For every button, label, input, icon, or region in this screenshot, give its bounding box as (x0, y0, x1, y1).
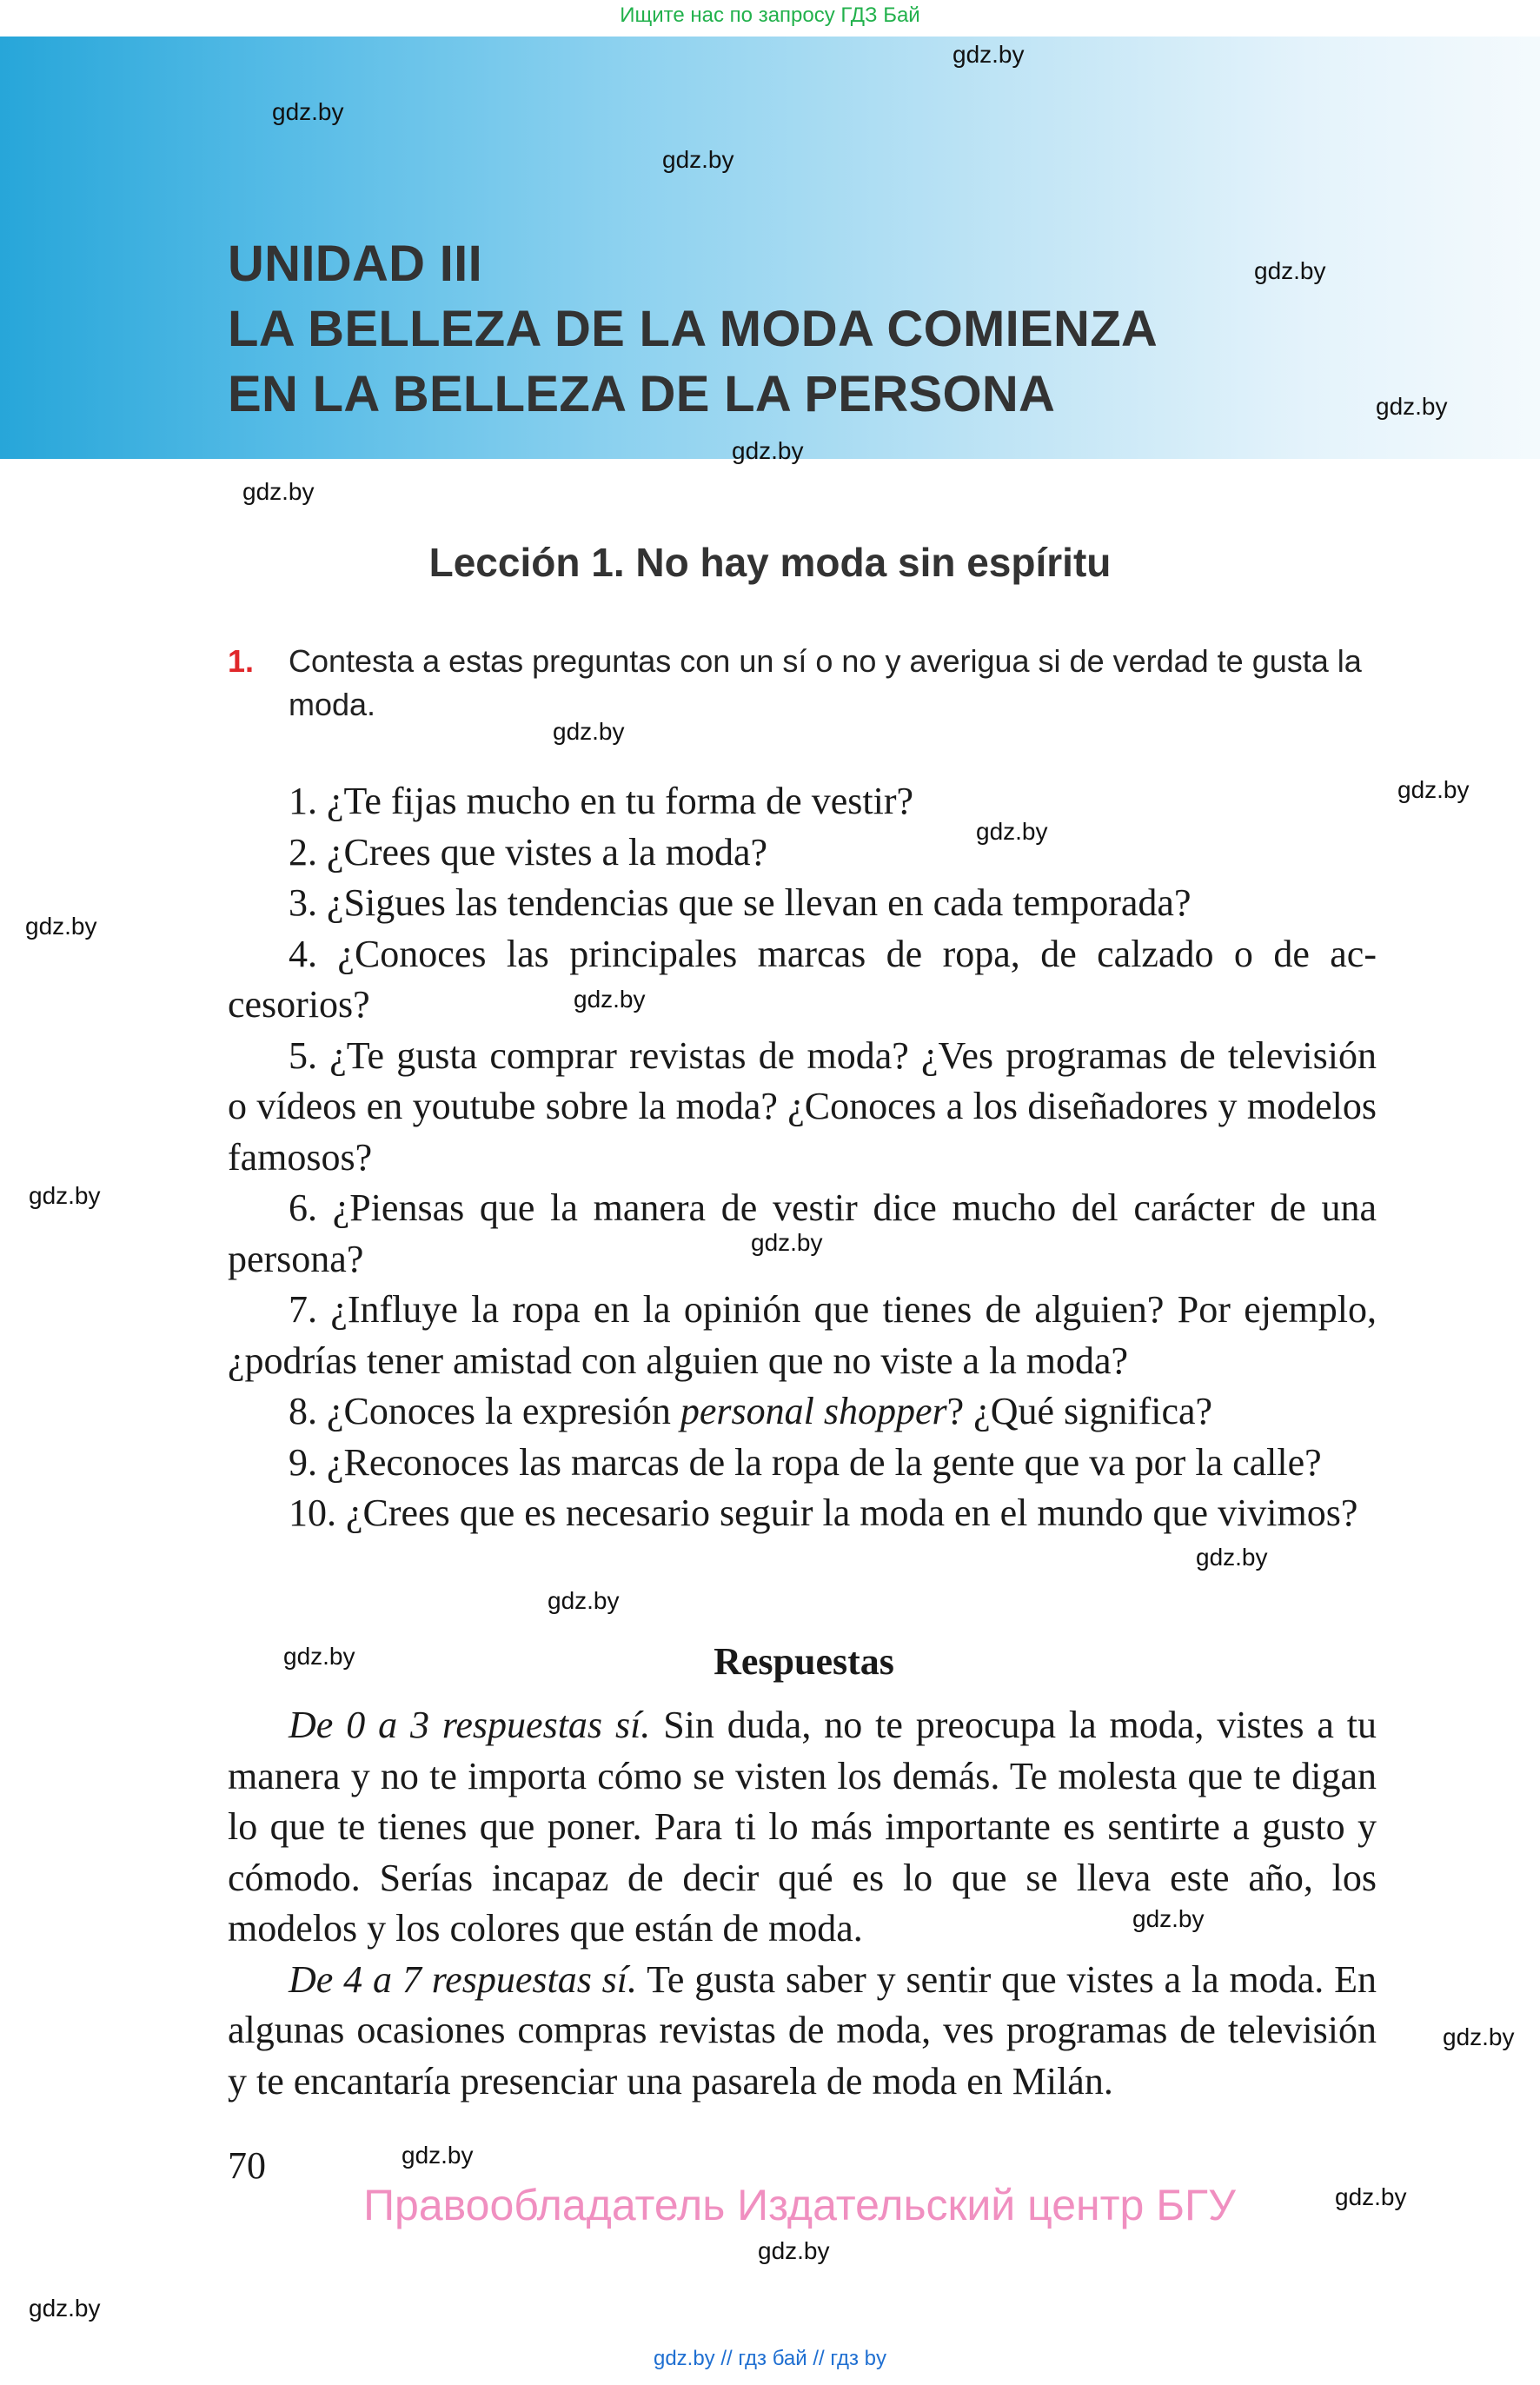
watermark: gdz.by (1443, 2023, 1515, 2050)
footer-links[interactable]: gdz.by // гдз бай // гдз by (653, 2347, 887, 2370)
unit-title-line: UNIDAD III (228, 236, 482, 292)
watermark: gdz.by (1254, 257, 1326, 284)
question-text: ? ¿Qué significa? (946, 1390, 1213, 1432)
exercise-text: Contesta a estas preguntas con un sí o no y averigua si de verdad te gusta la moda. (289, 643, 1362, 722)
watermark: gdz.by (662, 146, 734, 173)
question-item: 4. ¿Conoces las principales marcas de ropa, de calzado o de accesorios? (228, 932, 1377, 1026)
question-term: personal shopper (680, 1390, 947, 1432)
answer-text: Sin duda, no te preocupa la moda, vistes a tu manera y no te importa cómo se visten los demás. Te molesta que te digan lo que te tienes que poner. Para ti lo más importante es sentirte a gusto y cómodo. Serías incapaz de decir qué es lo que se lleva este año, los modelos y los colores que están de moda. (228, 1704, 1377, 1950)
watermark: gdz.by (283, 1643, 355, 1670)
watermark: gdz.by (976, 818, 1048, 845)
lesson-title: Lección 1. No hay moda sin espíritu (428, 540, 1112, 585)
question-item: 3. ¿Sigues las tendencias que se llevan en cada temporada? (289, 881, 1192, 924)
answer-paragraph (228, 1955, 1377, 2108)
watermark: gdz.by (1335, 2183, 1407, 2210)
question-list (228, 776, 1377, 1539)
unit-title-line: LA BELLEZA DE LA MODA COMIENZA (228, 301, 1158, 357)
question-item: 1. ¿Te fijas mucho en tu forma de vestir? (289, 780, 913, 822)
answer-paragraph (228, 1700, 1377, 1955)
question-item: 9. ¿Reconoces las marcas de la ropa de la gente que va por la calle? (289, 1440, 1322, 1484)
watermark: gdz.by (1376, 393, 1448, 420)
watermark: gdz.by (553, 718, 625, 745)
answer-lead: De 0 a 3 respuestas sí. (289, 1704, 651, 1746)
answers-section (228, 1700, 1377, 2107)
watermark: gdz.by (1132, 1905, 1205, 1932)
question-item: 6. ¿Piensas que la manera de vestir dice mucho del carácter de una persona? (228, 1186, 1377, 1280)
question-item: 5. ¿Te gusta comprar revistas de moda? ¿Ves programas de televisión o vídeos en youtube sobre la moda? ¿Conoces a los diseñadores y modelos famosos? (228, 1033, 1377, 1179)
watermark: gdz.by (574, 986, 646, 1013)
question-text: 8. ¿Conoces la expresión (289, 1390, 680, 1432)
top-search-link[interactable]: Ищите нас по запросу ГДЗ Бай (620, 3, 920, 27)
answer-text: Te gusta saber y sentir que vistes a la moda. En algunas ocasiones compras revistas de moda, ves programas de televisión y te encantaría presenciar una pasarela de moda en Milán. (228, 1957, 1377, 2103)
copyright-notice: Правообладатель Издательский центр БГУ (363, 2181, 1236, 2229)
page-number: 70 (228, 2144, 266, 2187)
watermark: gdz.by (25, 913, 97, 940)
unit-title (228, 231, 1158, 427)
watermark: gdz.by (272, 98, 344, 125)
watermark: gdz.by (1196, 1544, 1268, 1571)
unit-title-line: EN LA BELLEZA DE LA PERSONA (228, 366, 1056, 422)
watermark: gdz.by (751, 1229, 823, 1256)
exercise-instruction (228, 640, 1384, 727)
answer-lead: De 4 a 7 respuestas sí. (289, 1957, 638, 2001)
watermark: gdz.by (953, 41, 1025, 68)
watermark: gdz.by (242, 478, 315, 505)
watermark: gdz.by (1397, 776, 1470, 803)
watermark: gdz.by (758, 2237, 830, 2264)
question-item: 7. ¿Influye la ropa en la opinión que tienes de alguien? Por ejemplo, ¿podrías tener amistad con alguien que no viste a la moda? (228, 1288, 1377, 1382)
watermark: gdz.by (402, 2142, 474, 2169)
question-item: 10. ¿Crees que es necesario seguir la moda en el mundo que vivimos? (289, 1491, 1358, 1534)
exercise-number: 1. (228, 643, 255, 679)
question-item: 2. ¿Crees que vistes a la moda? (289, 830, 768, 874)
watermark: gdz.by (732, 437, 804, 464)
watermark: gdz.by (29, 1182, 101, 1209)
question-item (228, 1386, 1377, 1438)
watermark: gdz.by (29, 2295, 101, 2322)
watermark: gdz.by (548, 1587, 620, 1614)
answers-heading: Respuestas (714, 1640, 894, 1683)
